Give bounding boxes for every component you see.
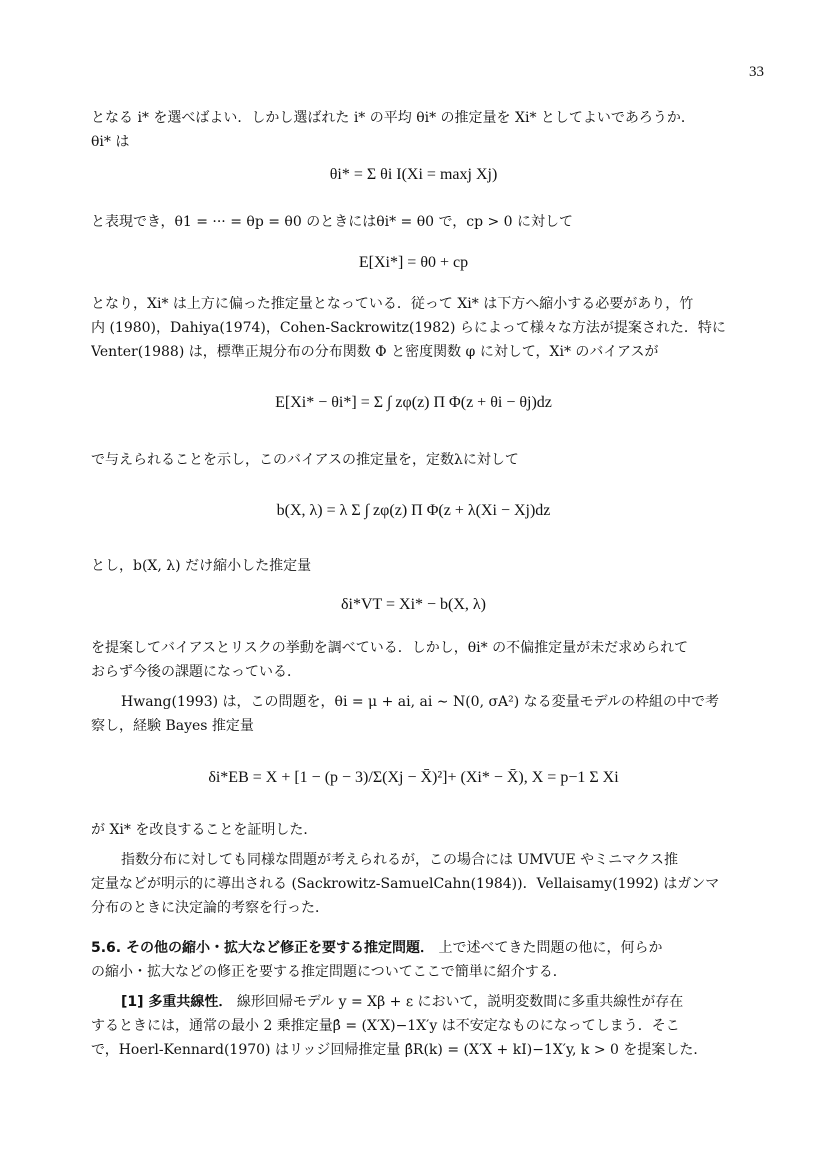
page-number: 33 <box>749 64 764 80</box>
item-1-line-2: するときには，通常の最小 2 乗推定量β̂ = (X′X)−1X′y は不安定なものになってしまう．そこ <box>91 1018 680 1034</box>
item-1-line-1 <box>91 994 767 1010</box>
paragraph-5: とし，b(X, λ) だけ縮小した推定量 <box>91 558 312 574</box>
section-5-6-line-2: の縮小・拡大などの修正を要する推定問題についてここで簡単に紹介する． <box>91 964 567 980</box>
equation-theta-istar <box>0 160 827 204</box>
paragraph-6-line-2: おらず今後の課題になっている． <box>91 664 301 680</box>
paragraph-7-line-1: Hwang(1993) は，この問題を，θi = μ + ai, ai ∼ N(0, σA²) なる変量モデルの枠組の中で考 <box>121 694 719 710</box>
equation-expectation: E[Xi*] = θ0 + cp <box>358 254 469 271</box>
paragraph-6-line-1: を提案してバイアスとリスクの挙動を調べている．しかし，θi* の不偏推定量が未だ求められて <box>91 640 689 656</box>
section-5-6-line-1 <box>91 940 767 956</box>
item-1-label: [1] 多重共線性． <box>121 994 233 1010</box>
equation-bias-text: E[Xi* − θi*] = Σ ∫ zφ(z) Π Φ(z + θi − θj)dz <box>275 394 552 411</box>
equation-delta-eb <box>0 756 827 806</box>
paragraph-8: が Xi* を改良することを証明した． <box>91 822 318 838</box>
item-1-text: 線形回帰モデル y = Xβ + ε において，説明変数間に多重共線性が存在 <box>236 994 684 1010</box>
paragraph-3-line-3: Venter(1988) は，標準正規分布の分布関数 Φ と密度関数 φ に対して，Xi* のバイアスが <box>91 344 659 360</box>
equation-bias-estimator-text: b(X, λ) = λ Σ ∫ zφ(z) Π Φ(z + λ(Xi − Xj)dz <box>276 502 551 519</box>
equation-bias <box>0 386 827 426</box>
equation-bias-estimator <box>0 494 827 534</box>
paragraph-4: で与えられることを示し，このバイアスの推定量を，定数λに対して <box>91 452 519 468</box>
paragraph-9-line-3: 分布のときに決定論的考察を行った． <box>91 900 329 916</box>
section-5-6-intro: 上で述べてきた問題の他に，何らか <box>438 940 663 956</box>
paragraph-3-line-2: 内 (1980)，Dahiya(1974)，Cohen-Sackrowitz(1982) らによって様々な方法が提案された．特に <box>91 320 726 336</box>
paragraph-1-line-2: θi* は <box>91 134 130 150</box>
paragraph-7-line-2: 察し，経験 Bayes 推定量 <box>91 718 254 734</box>
equation-delta-eb-text: δi*EB = X + [1 − (p − 3)/Σ(Xj − X̄)²]+ (Xi* − X̄), X = p−1 Σ Xi <box>208 769 619 786</box>
equation-theta-istar-text: θi* = Σ θi I(Xi = maxj Xj) <box>329 166 498 183</box>
section-5-6-heading: 5.6. その他の縮小・拡大など修正を要する推定問題． <box>91 940 434 956</box>
paragraph-9-line-2: 定量などが明示的に導出される (Sackrowitz-SamuelCahn(1984))．Vellaisamy(1992) はガンマ <box>91 876 720 892</box>
paragraph-1-line-1: となる i* を選べばよい．しかし選ばれた i* の平均 θi* の推定量を Xi* としてよいであろうか． <box>91 110 695 126</box>
paragraph-2: と表現でき，θ1 = ··· = θp = θ0 のときにはθi* = θ0 で，cp > 0 に対して <box>91 214 574 230</box>
equation-delta-vt: δi*VT = Xi* − b(X, λ) <box>340 596 487 613</box>
paragraph-3-line-1: となり，Xi* は上方に偏った推定量となっている．従って Xi* は下方へ縮小する必要があり，竹 <box>91 296 694 312</box>
item-1-line-3: で，Hoerl-Kennard(1970) はリッジ回帰推定量 β̂R(k) = (X′X + kI)−1X′y, k > 0 を提案した． <box>91 1042 708 1058</box>
paragraph-9-line-1: 指数分布に対しても同様な問題が考えられるが，この場合には UMVUE やミニマクス推 <box>121 852 679 868</box>
